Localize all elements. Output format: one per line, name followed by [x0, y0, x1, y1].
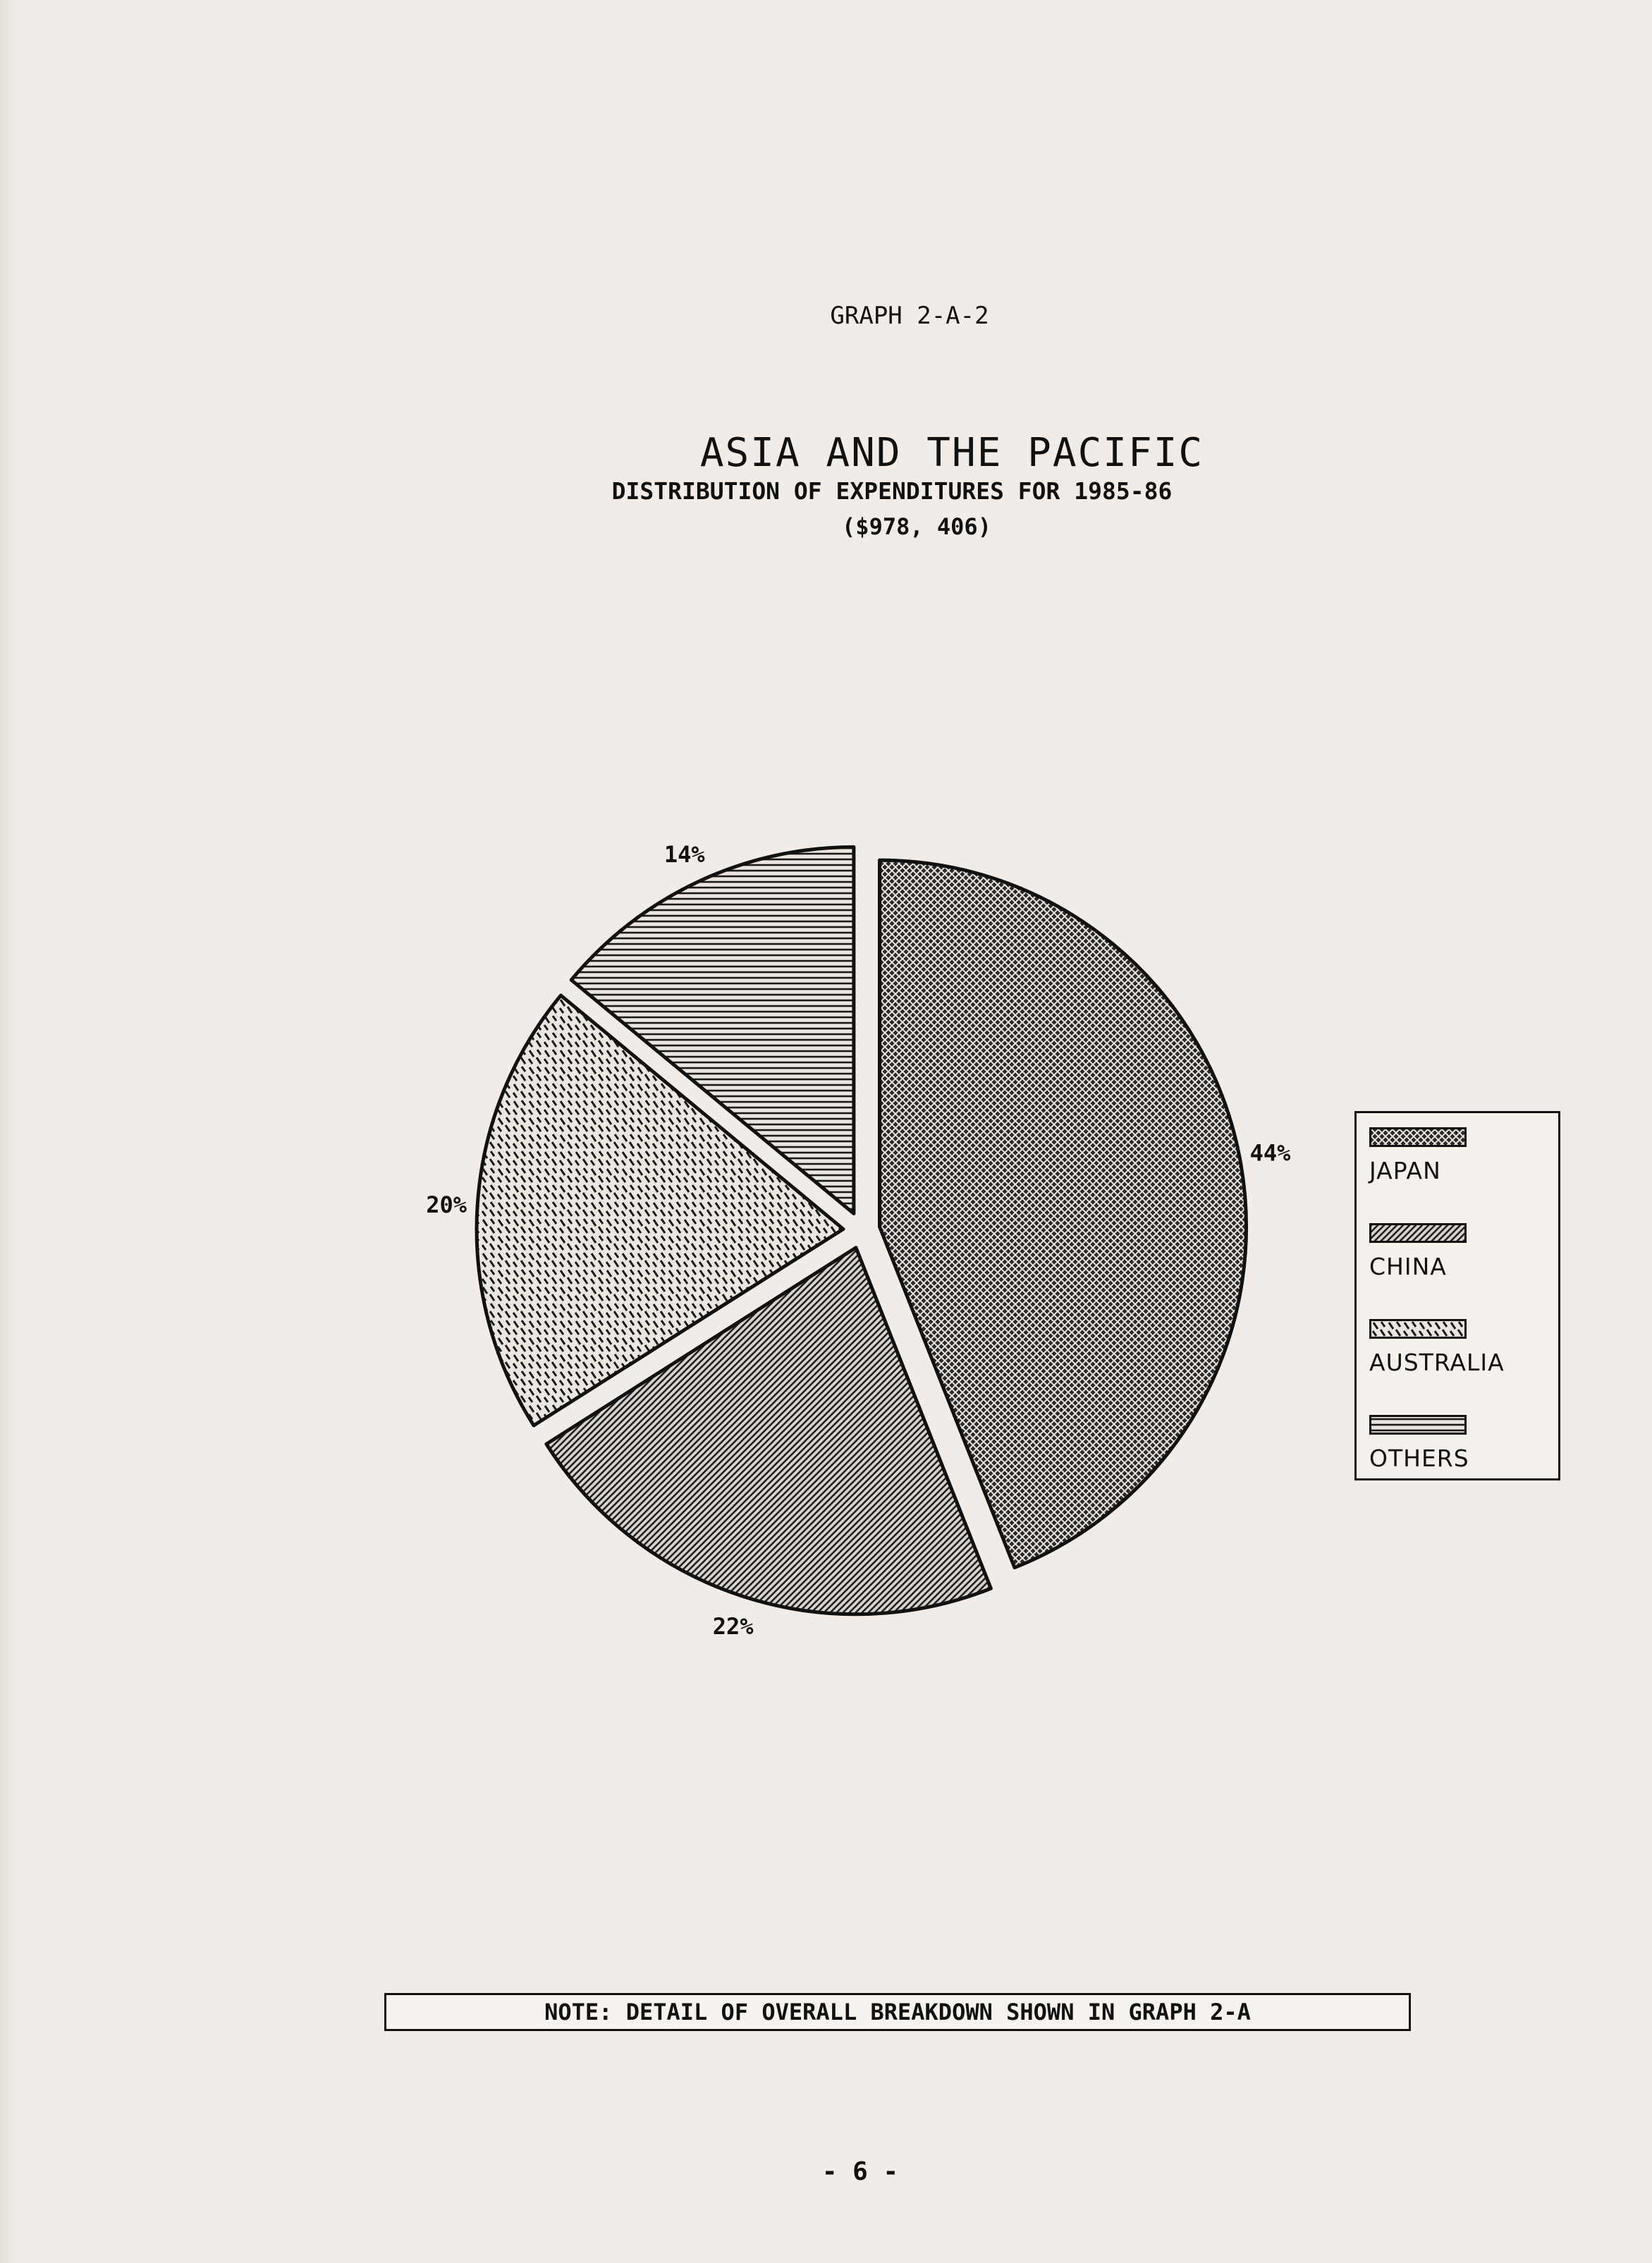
legend-item-japan [1369, 1127, 1553, 1198]
page-number: - 6 - [821, 2157, 899, 2186]
legend-item-china [1369, 1223, 1553, 1294]
legend-swatch-others [1369, 1415, 1467, 1435]
legend-label-china: CHINA [1369, 1253, 1447, 1280]
chart-total: ($978, 406) [842, 513, 991, 540]
note-box [384, 1993, 1411, 2031]
graph-label: GRAPH 2-A-2 [830, 302, 989, 330]
legend-item-australia [1369, 1319, 1553, 1390]
pie-label-china: 22% [712, 1613, 754, 1640]
legend-item-others [1369, 1415, 1553, 1485]
pie-label-australia: 20% [426, 1191, 467, 1218]
chart-legend [1354, 1111, 1560, 1480]
legend-label-others: OTHERS [1369, 1445, 1469, 1472]
pie-slices [477, 847, 1246, 1614]
legend-swatch-china [1369, 1223, 1467, 1243]
legend-label-japan: JAPAN [1369, 1157, 1441, 1184]
legend-label-australia: AUSTRALIA [1369, 1349, 1505, 1376]
pie-label-others: 14% [663, 841, 705, 869]
legend-swatch-australia [1369, 1319, 1467, 1339]
pie-label-japan: 44% [1249, 1139, 1291, 1167]
chart-subtitle: DISTRIBUTION OF EXPENDITURES FOR 1985-86 [611, 477, 1173, 505]
legend-swatch-japan [1369, 1127, 1467, 1147]
chart-title: ASIA AND THE PACIFIC [699, 430, 1204, 476]
note-text: NOTE: DETAIL OF OVERALL BREAKDOWN SHOWN IN GRAPH 2-A [544, 1999, 1251, 2025]
